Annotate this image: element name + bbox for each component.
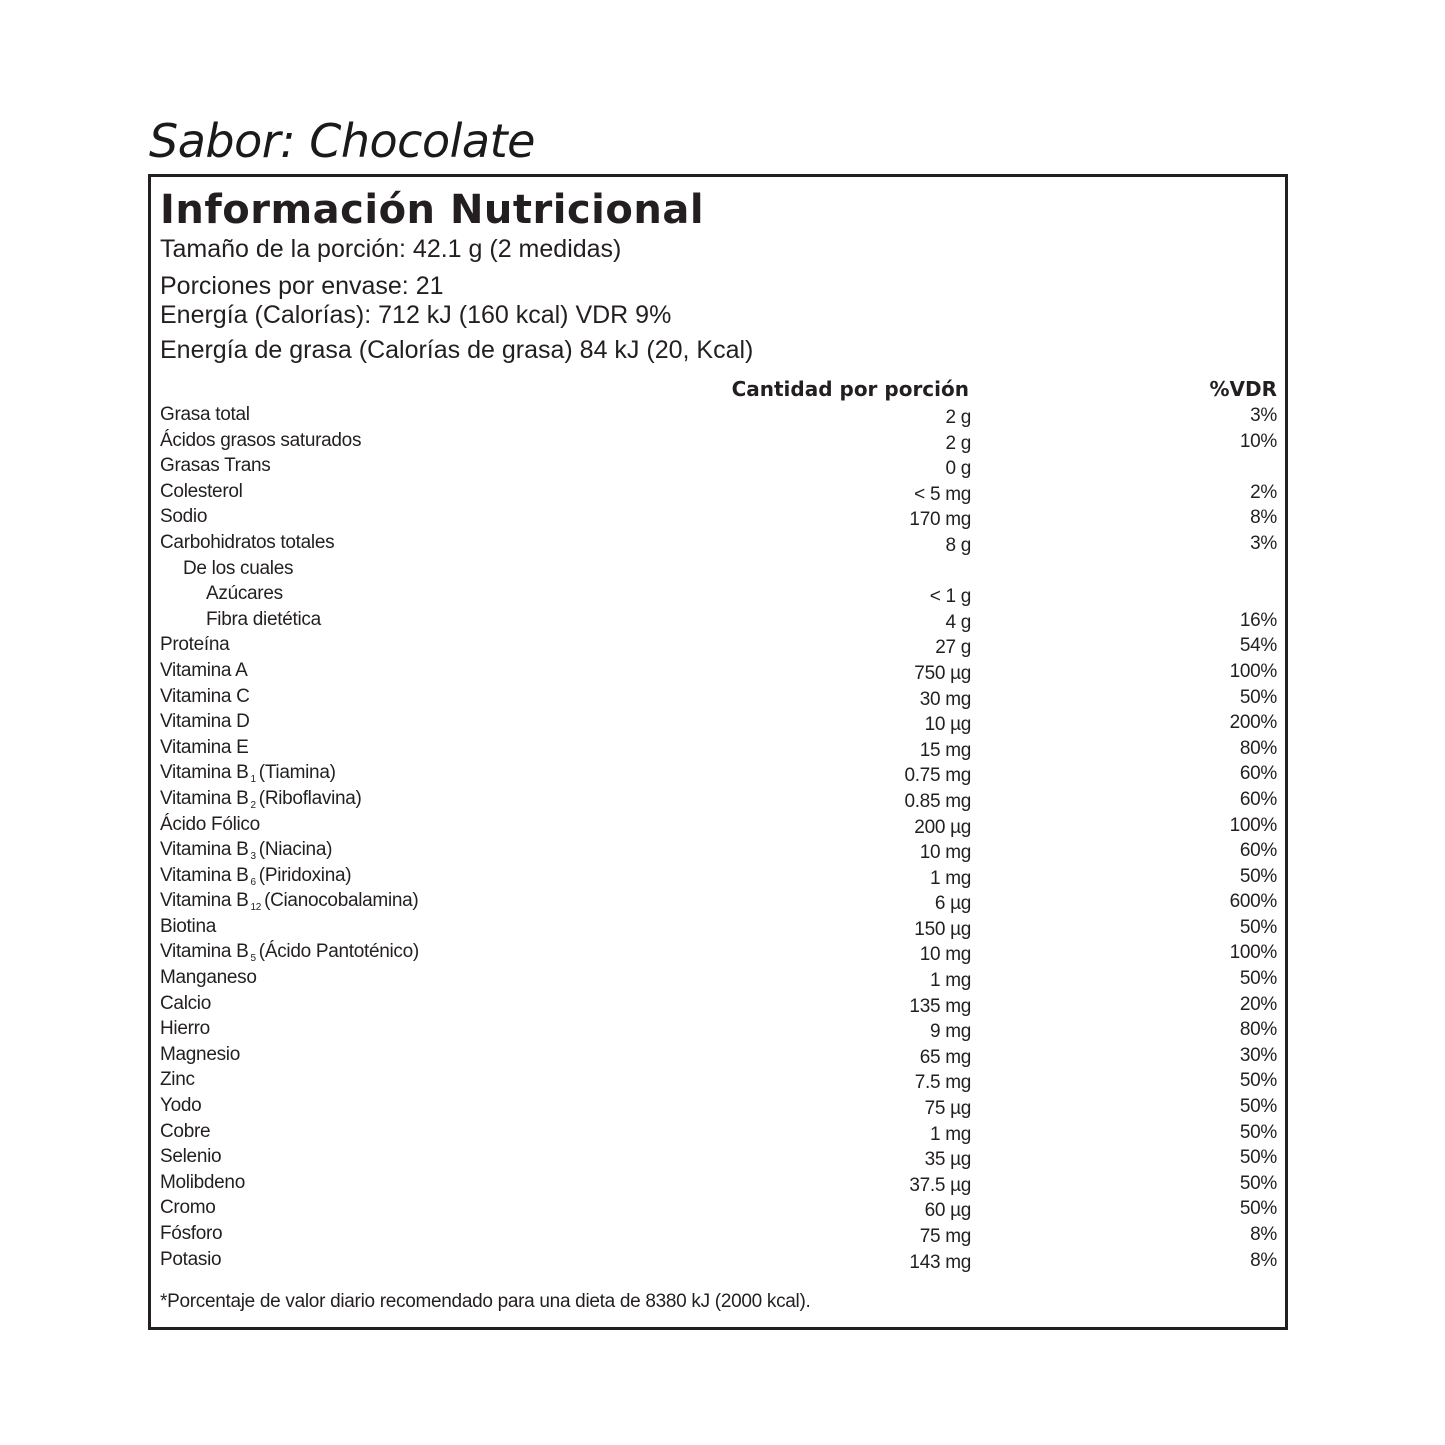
nutrient-amount: 75 µg <box>924 1098 971 1120</box>
table-row <box>151 966 1285 992</box>
nutrient-name-text: Fósforo <box>160 1223 223 1244</box>
nutrient-vdr: 50% <box>1239 686 1277 708</box>
table-row <box>151 1043 1285 1069</box>
nutrient-name <box>160 1017 210 1041</box>
nutrient-name-text: Manganeso <box>160 967 257 989</box>
nutrient-subscript: 5 <box>250 953 256 965</box>
nutrient-name-detail: (Piridoxina) <box>258 864 352 886</box>
nutrient-vdr: 50% <box>1239 968 1277 990</box>
nutrient-name-detail: (Ácido Pantoténico) <box>258 941 419 963</box>
nutrient-amount: 65 mg <box>919 1046 971 1068</box>
nutrient-amount: 0 g <box>945 458 971 480</box>
nutrient-amount: 170 mg <box>909 509 971 531</box>
nutrient-vdr: 100% <box>1229 942 1277 964</box>
nutrient-name <box>160 736 249 760</box>
nutrient-name-text: Magnesio <box>160 1043 240 1065</box>
nutrient-name-text: Selenio <box>160 1146 222 1168</box>
table-row <box>151 736 1285 762</box>
table-row <box>151 813 1285 839</box>
nutrient-name <box>160 966 257 990</box>
nutrient-name-text: Sodio <box>160 506 208 528</box>
nutrient-name-text: De los cuales <box>183 557 294 579</box>
table-row <box>151 1145 1285 1171</box>
nutrient-amount: 1 mg <box>929 867 971 889</box>
nutrient-name <box>160 1248 221 1272</box>
energy-line: Energía (Calorías): 712 kJ (160 kcal) VDR 9% <box>160 301 672 329</box>
table-row <box>151 940 1285 966</box>
nutrient-name-text: Vitamina B <box>160 941 249 963</box>
nutrient-amount: 15 mg <box>919 739 971 761</box>
table-row <box>151 1120 1285 1146</box>
nutrient-vdr: 30% <box>1239 1044 1277 1066</box>
nutrient-name <box>160 454 270 478</box>
flavor-label: Sabor: Chocolate <box>149 114 535 168</box>
nutrient-name-text: Cromo <box>160 1197 216 1219</box>
table-row <box>151 608 1285 634</box>
nutrient-name-text: Calcio <box>160 992 211 1014</box>
nutrient-amount: 75 mg <box>919 1226 971 1247</box>
nutrient-amount: 143 mg <box>909 1251 971 1273</box>
table-row <box>151 1196 1285 1222</box>
nutrient-name-text: Vitamina D <box>160 711 250 733</box>
nutrient-vdr: 54% <box>1239 635 1277 657</box>
nutrient-name-text: Vitamina B <box>160 864 249 886</box>
table-row <box>151 1222 1285 1248</box>
nutrient-name <box>160 480 243 504</box>
nutrient-amount: 37.5 µg <box>909 1174 971 1196</box>
nutrient-vdr: 60% <box>1239 763 1277 785</box>
nutrient-table <box>151 403 1285 1273</box>
nutrient-vdr: 50% <box>1239 916 1277 938</box>
table-row <box>151 582 1285 608</box>
table-row <box>151 403 1285 429</box>
nutrient-name <box>160 813 260 837</box>
nutrient-name-text: Proteína <box>160 634 230 656</box>
table-row <box>151 1017 1285 1043</box>
servings-per-container: Porciones por envase: 21 <box>160 272 444 300</box>
nutrient-name-text: Potasio <box>160 1248 222 1270</box>
nutrient-subscript: 12 <box>250 902 262 914</box>
nutrient-name <box>160 1120 210 1144</box>
nutrient-amount: 1 mg <box>929 1123 971 1145</box>
nutrient-vdr: 50% <box>1239 1147 1277 1169</box>
table-row <box>151 633 1285 659</box>
serving-size: Tamaño de la porción: 42.1 g (2 medidas) <box>160 235 622 263</box>
nutrient-amount: 8 g <box>945 534 971 556</box>
table-row <box>151 1094 1285 1120</box>
nutrient-name-text: Vitamina E <box>160 736 249 758</box>
nutrient-amount: 0.75 mg <box>904 765 971 787</box>
nutrient-name <box>160 915 216 939</box>
nutrient-vdr: 20% <box>1239 993 1277 1015</box>
nutrient-name <box>160 633 229 657</box>
nutrient-amount: 35 µg <box>924 1149 971 1171</box>
nutrient-name-text: Colesterol <box>160 480 243 502</box>
nutrient-amount: 135 mg <box>909 995 971 1017</box>
table-row <box>151 659 1285 685</box>
nutrient-name <box>160 531 334 555</box>
nutrient-name-text: Ácido Fólico <box>160 813 260 835</box>
nutrient-vdr: 100% <box>1229 814 1277 836</box>
nutrient-vdr: 50% <box>1239 1121 1277 1143</box>
nutrient-name-text: Biotina <box>160 915 216 937</box>
nutrient-vdr: 80% <box>1239 737 1277 759</box>
table-row <box>151 1248 1285 1274</box>
nutrient-amount: 2 g <box>945 432 971 454</box>
nutrient-vdr: 10% <box>1239 430 1277 452</box>
fat-energy-line: Energía de grasa (Calorías de grasa) 84 kJ (20, Kcal) <box>160 336 754 364</box>
nutrient-name <box>160 992 211 1016</box>
nutrient-vdr: 8% <box>1250 1249 1277 1271</box>
nutrient-vdr: 3% <box>1250 405 1277 426</box>
nutrient-name <box>160 403 250 427</box>
column-header-amount: Cantidad por porción <box>731 377 969 401</box>
nutrient-name-text: Zinc <box>160 1069 195 1091</box>
nutrient-amount: 7.5 mg <box>914 1072 971 1094</box>
nutrient-vdr: 8% <box>1250 507 1277 529</box>
nutrient-name <box>160 1171 245 1195</box>
table-row <box>151 429 1285 455</box>
nutrient-amount: 6 µg <box>934 893 971 915</box>
nutrient-name-text: Vitamina B <box>160 839 249 861</box>
panel-title: Información Nutricional <box>160 187 705 233</box>
nutrient-name <box>206 582 283 606</box>
nutrient-name-text: Molibdeno <box>160 1171 245 1193</box>
nutrient-name-text: Cobre <box>160 1120 211 1142</box>
nutrient-amount: 2 g <box>945 407 971 428</box>
nutrient-name-detail: (Niacina) <box>258 839 333 861</box>
nutrient-name <box>160 1068 195 1092</box>
nutrient-name-text: Ácidos grasos saturados <box>160 429 362 451</box>
nutrient-name-text: Vitamina B <box>160 762 249 784</box>
nutrient-vdr: 200% <box>1229 712 1277 734</box>
table-row <box>151 1171 1285 1197</box>
nutrient-name <box>160 429 361 453</box>
column-header-vdr: %VDR <box>1209 377 1277 401</box>
nutrient-amount: < 5 mg <box>914 483 971 505</box>
nutrient-amount: 200 µg <box>914 816 971 838</box>
nutrient-name-text: Carbohidratos totales <box>160 531 335 553</box>
nutrient-name-text: Hierro <box>160 1018 210 1040</box>
nutrient-amount: 4 g <box>945 611 971 633</box>
table-row <box>151 454 1285 480</box>
nutrient-name-text: Grasa total <box>160 404 250 425</box>
nutrient-amount: 60 µg <box>924 1200 971 1222</box>
nutrient-name <box>160 659 247 683</box>
table-row <box>151 557 1285 583</box>
table-row <box>151 1068 1285 1094</box>
nutrient-amount: 0.85 mg <box>904 790 971 812</box>
nutrient-vdr: 50% <box>1239 1198 1277 1220</box>
nutrient-name-text: Vitamina C <box>160 685 250 707</box>
nutrient-amount: 9 mg <box>929 1021 971 1043</box>
nutrient-name <box>160 685 250 709</box>
table-row <box>151 838 1285 864</box>
nutrient-name <box>160 1222 222 1246</box>
nutrient-name <box>160 1043 240 1067</box>
nutrient-amount: 1 mg <box>929 970 971 992</box>
nutrient-amount: 10 mg <box>919 944 971 966</box>
nutrient-vdr: 100% <box>1229 660 1277 682</box>
nutrient-name-text: Yodo <box>160 1095 202 1117</box>
nutrient-subscript: 1 <box>250 774 256 786</box>
nutrient-name-text: Fibra dietética <box>206 608 321 630</box>
table-row <box>151 505 1285 531</box>
nutrient-name-text: Vitamina A <box>160 659 248 681</box>
nutrient-amount: 750 µg <box>914 662 971 684</box>
nutrient-name <box>160 1196 216 1220</box>
nutrient-name-text: Vitamina B <box>160 787 249 809</box>
table-row <box>151 480 1285 506</box>
table-row <box>151 761 1285 787</box>
nutrient-name <box>183 557 293 581</box>
nutrient-vdr: 80% <box>1239 1019 1277 1041</box>
nutrient-subscript: 2 <box>250 799 256 811</box>
nutrient-name-text: Azúcares <box>206 583 283 605</box>
nutrient-vdr: 60% <box>1239 840 1277 862</box>
nutrient-amount: 30 mg <box>919 688 971 710</box>
table-row <box>151 992 1285 1018</box>
nutrient-vdr: 50% <box>1239 1172 1277 1194</box>
nutrient-subscript: 3 <box>250 851 256 863</box>
nutrient-name <box>206 608 321 632</box>
table-row <box>151 685 1285 711</box>
nutrient-name <box>160 710 250 734</box>
nutrient-vdr: 50% <box>1239 1070 1277 1092</box>
nutrient-vdr: 50% <box>1239 1096 1277 1118</box>
nutrient-name-detail: (Riboflavina) <box>258 787 362 809</box>
nutrient-amount: 27 g <box>935 637 971 659</box>
nutrient-vdr: 50% <box>1239 865 1277 887</box>
table-row <box>151 787 1285 813</box>
nutrient-vdr: 16% <box>1239 609 1277 631</box>
table-row <box>151 864 1285 890</box>
nutrient-vdr: 2% <box>1250 481 1277 503</box>
nutrient-name-detail: (Cianocobalamina) <box>264 890 419 912</box>
nutrient-vdr: 60% <box>1239 788 1277 810</box>
nutrition-facts-panel <box>148 174 1288 1330</box>
nutrient-amount: 10 mg <box>919 842 971 864</box>
table-row <box>151 710 1285 736</box>
table-row <box>151 915 1285 941</box>
nutrient-amount: 150 µg <box>914 918 971 940</box>
nutrient-amount: < 1 g <box>929 586 971 608</box>
footnote: *Porcentaje de valor diario recomendado para una dieta de 8380 kJ (2000 kcal). <box>160 1291 811 1312</box>
nutrient-vdr: 600% <box>1229 891 1277 913</box>
nutrient-name <box>160 1094 201 1118</box>
nutrient-name <box>160 505 207 529</box>
nutrient-subscript: 6 <box>250 876 256 888</box>
nutrient-name-detail: (Tiamina) <box>258 762 336 784</box>
table-row <box>151 889 1285 915</box>
table-row <box>151 531 1285 557</box>
nutrient-name <box>160 1145 221 1169</box>
nutrient-vdr: 3% <box>1250 532 1277 554</box>
nutrient-name-text: Grasas Trans <box>160 455 271 477</box>
nutrient-amount: 10 µg <box>924 714 971 736</box>
nutrient-name-text: Vitamina B <box>160 890 249 912</box>
nutrient-vdr: 8% <box>1250 1224 1277 1245</box>
